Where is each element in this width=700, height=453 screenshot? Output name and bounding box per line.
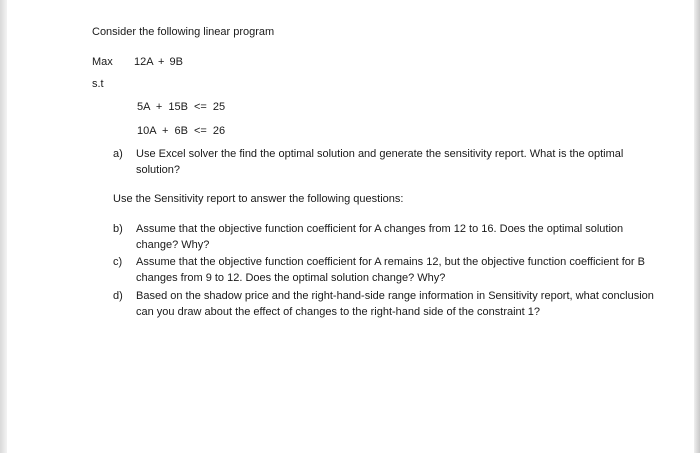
question-a-text: Use Excel solver the find the optimal solution and generate the sensitivity report. What is the optimal solution? — [136, 148, 624, 176]
question-c-text: Assume that the objective function coefficient for A remains 12, but the objective function coefficient for B changes from 9 to 12. Does the optimal solution change? Why? — [136, 256, 645, 284]
constraint-1: 5A + 15B <= 25 — [137, 101, 226, 113]
objective-expression: 12A + 9B — [134, 56, 183, 68]
page-right-edge-shadow — [694, 0, 700, 453]
sensitivity-intro: Use the Sensitivity report to answer the following questions: — [113, 193, 404, 205]
subject-to-label: s.t — [92, 78, 104, 90]
objective-keyword: Max — [92, 56, 113, 68]
question-a-letter: a) — [113, 148, 123, 160]
constraint-2: 10A + 6B <= 26 — [137, 125, 226, 137]
page-left-edge-shadow — [0, 0, 7, 453]
question-d-text: Based on the shadow price and the right-hand-side range information in Sensitivity report, what conclusion can you draw about the effect of changes to the right-hand side of the constraint 1? — [136, 290, 654, 318]
question-c-letter: c) — [113, 256, 123, 268]
question-b-text: Assume that the objective function coefficient for A changes from 12 to 16. Does the optimal solution change? Why? — [136, 223, 624, 251]
question-b-letter: b) — [113, 223, 123, 235]
question-d-letter: d) — [113, 290, 123, 302]
problem-intro: Consider the following linear program — [92, 26, 275, 38]
